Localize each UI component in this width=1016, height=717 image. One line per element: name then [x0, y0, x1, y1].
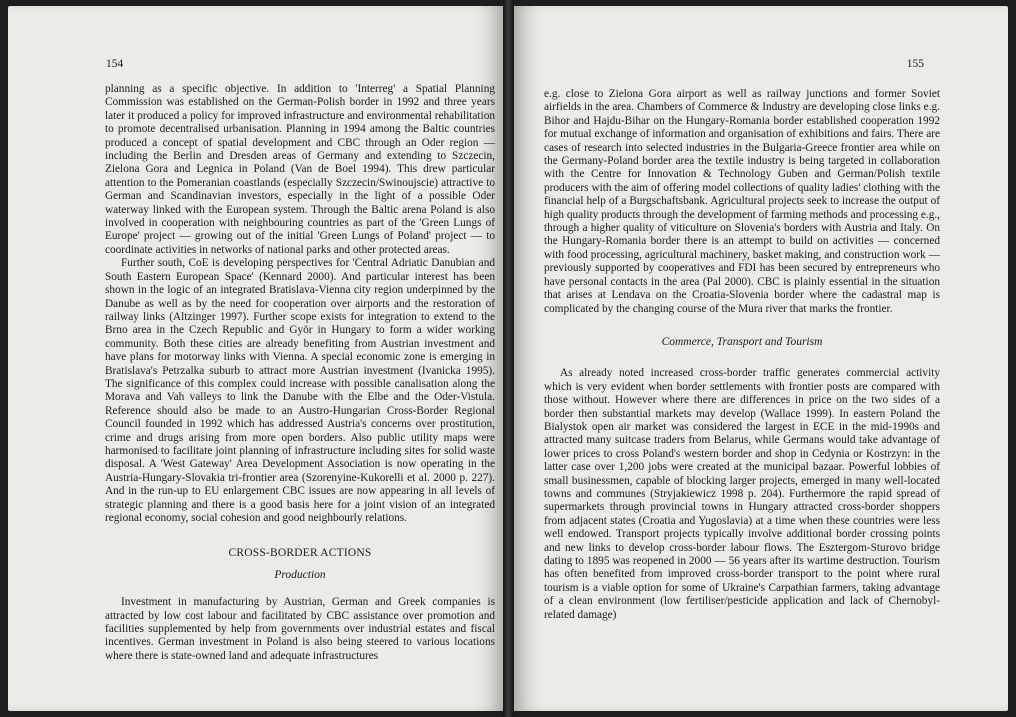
- paragraph: e.g. close to Zielona Gora airport as well as railway junctions and former Soviet airfields in the area. Chambers of Commerce & Industry are developing close links e.g. Bihor and Hajdu-Bihar on the Hungary-Romania border established cooperation 1992 for mutual exchange of information and organisation of exhibitions and fairs. There are cases of research into selected industries in the Bulgaria-Greece frontier area while on the Germany-Poland border area the textile industry is being targeted in collaboration with the Centre for Innovation & Technology Guben and German/Polish textile producers with the aim of offering model collections of quality ladies' clothing with the financial help of a Burgschaftsbank. Agricultural projects seek to increase the output of high quality products through the development of farming methods and processing e.g., through a higher quality of viticulture on Slovenia's borders with Austria and Italy. On the Hungary-Romania border there is an attempt to build on activities — concerned with food processing, agricultural machinery, basket making, and construction work — previously supported by cooperatives and FDI has been secured by entrepreneurs who have personal contacts in the area (Pal 2000). CBC is plainly essential in the situation that arises at Lendava on the Croatia-Slovenia border where the cadastral map is complicated by the changing course of the Mura river that marks the frontier.: [544, 88, 940, 315]
- left-page: [8, 6, 503, 711]
- page-number-left: 154: [106, 58, 124, 70]
- subsection-heading: Production: [274, 568, 326, 581]
- paragraph: As already noted increased cross-border traffic generates commercial activity which is very evident when border settlements with frontier posts are compared with those without. However where there are differences in price on the two sides of a border then substantial markets may develop (Wallace 1999). In eastern Poland the Bialystok open air market was considered the largest in ECE in the mid-1990s and attracted many suitcase traders from Belarus, while Germans would take advantage of lower prices to cross Poland's western border and shop in Cedynia or Kostrzyn: in the latter case over 1,200 jobs were created at the municipal bazaar. Powerful lobbies of small businessmen, capable of blocking larger projects, emerged in many well-located towns and communes (Stryjakiewicz 1998 p. 204). Furthermore the rapid spread of supermarkets through provincial towns in Hungary attracted cross-border shoppers from adjacent states (Croatia and Yugoslavia) at a time when these countries were less well endowed. Transport projects typically involve additional border crossing points and new links to develop cross-border labour flows. The Esztergom-Sturovo bridge dating to 1895 was reopened in 2000 — 56 years after its wartime destruction. Tourism has often benefited from improved cross-border transport to the point where rural tourism is a viable option for some of Ukraine's Carpathian farmers, taking advantage of a clean environment (low fertiliser/pesticide application and lack of Chernobyl-related damage): [544, 367, 940, 621]
- book-gutter: [503, 0, 514, 717]
- section-heading: CROSS-BORDER ACTIONS: [228, 547, 372, 560]
- page-number-right: 155: [906, 58, 924, 70]
- paragraph: planning as a specific objective. In addition to 'Interreg' a Spatial Planning Commission was established on the German-Polish border in 1992 and three years later it produced a policy for improved infrastructure and environmental rehabilitation to promote decentralised urbanisation. Planning in 1994 among the Baltic countries produced a concept of spatial development and CBC through an Oder region — including the Berlin and Dresden areas of Germany and extending to Szczecin, Zielona Gora and Legnica in Poland (Van de Boel 1994). This drew particular attention to the Pomeranian coastlands (especially Szczecin/Swinoujscie) attractive to German and Scandinavian investors, especially in the light of a possible Oder waterway linked with the European system. Through the Baltic arena Poland is also involved in cooperation with neighbouring countries as part of the 'Green Lungs of Europe' project — growing out of the initial 'Green Lungs of Poland' project — to coordinate activities in networks of national parks and other protected areas.: [105, 83, 495, 256]
- paragraph: Investment in manufacturing by Austrian, German and Greek companies is attracted by low cost labour and facilitated by CBC assistance over promotion and facilities supplemented by help from governments over industrial estates and fiscal incentives. German investment in Poland is also being steered to various locations where there is state-owned land and adequate infrastructures: [105, 596, 495, 662]
- right-page: [514, 6, 1008, 711]
- subsection-heading: Commerce, Transport and Tourism: [661, 335, 823, 348]
- right-page-text: [544, 88, 940, 622]
- paragraph: Further south, CoE is developing perspectives for 'Central Adriatic Danubian and South Eastern European Space' (Kennard 2000). And particular interest has been shown in the logic of an integrated Bratislava-Vienna city region underpinned by the Danube as well as by the need for cooperation over airports and the restoration of railway links (Altzinger 1997). Further scope exists for integration to extend to the Brno area in the Czech Republic and Györ in Hungary to form a wider working community. Both these cities are already benefiting from Austrian investment and have plans for motorway links with Vienna. A special economic zone is emerging in Bratislava's Petrzalka suburb to attract more Austrian investment (Ivanicka 1995). The significance of this complex could increase with possible canalisation along the Morava and Vah valleys to link the Danube with the Elbe and the Oder-Vistula. Reference should also be made to an Austro-Hungarian Cross-Border Regional Council founded in 1992 which has addressed Austria's concerns over prostitution, crime and drugs arising from more open borders. Also public utility maps were harmonised to facilitate joint planning of infrastructure including sites for solid waste disposal. A 'West Gateway' Area Development Association is now operating in the Austria-Hungary-Slovakia tri-frontier area (Szorenyine-Kukorelli et al. 2000 p. 227). And in the run-up to EU enlargement CBC issues are now appearing in all levels of strategic planning and there is a good basis here for a joint vision of an integrated regional economy, social cohesion and good neighbourly relations.: [105, 257, 495, 524]
- left-page-text: [105, 83, 495, 663]
